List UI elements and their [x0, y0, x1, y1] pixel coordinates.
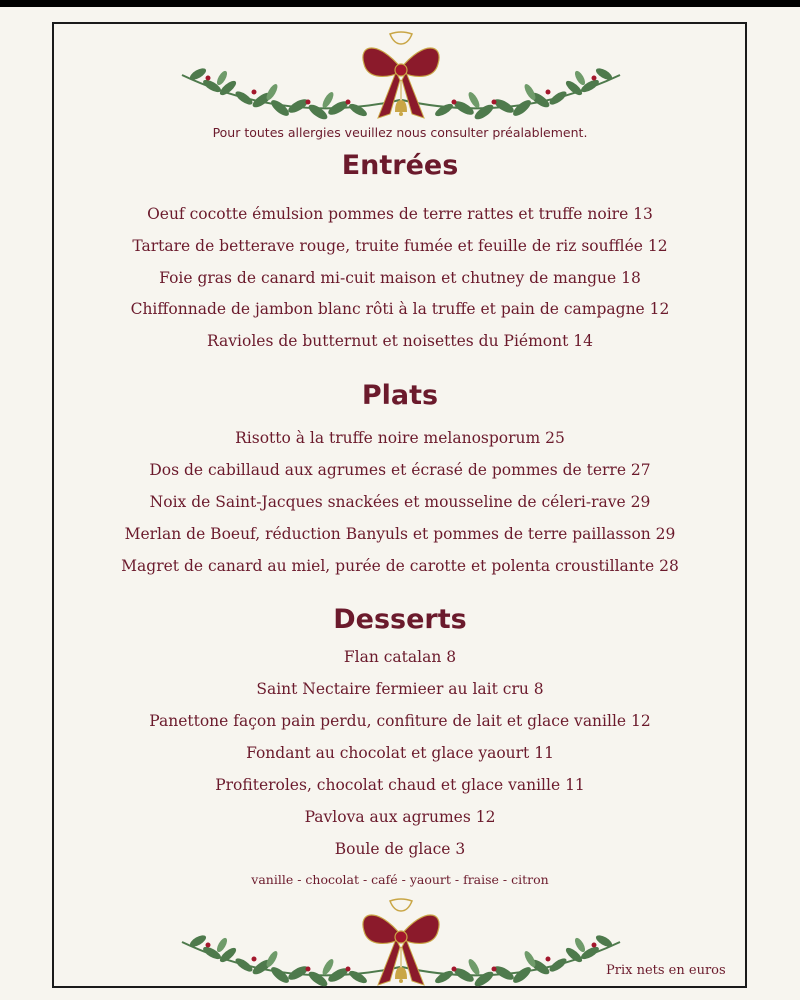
menu-item: Saint Nectaire fermieer au lait cru 8 — [256, 680, 544, 698]
menu-item: Noix de Saint-Jacques snackées et mousseline de céleri-rave 29 — [149, 493, 651, 511]
menu-item: Oeuf cocotte émulsion pommes de terre rattes et truffe noire 13 — [147, 205, 653, 223]
menu-item: Ravioles de butternut et noisettes du Piémont 14 — [207, 332, 593, 350]
section-title-entrees: Entrées — [341, 150, 459, 181]
menu-item: Merlan de Boeuf, réduction Banyuls et pommes de terre paillasson 29 — [124, 525, 676, 543]
christmas-bow-garland-icon — [178, 30, 624, 130]
menu-item: Panettone façon pain perdu, confiture de lait et glace vanille 12 — [149, 712, 651, 730]
menu-item: Chiffonnade de jambon blanc rôti à la truffe et pain de campagne 12 — [130, 300, 670, 318]
menu-item: Profiteroles, chocolat chaud et glace vanille 11 — [215, 776, 585, 794]
section-title-plats: Plats — [361, 380, 439, 411]
menu-item: Flan catalan 8 — [343, 648, 457, 666]
allergy-note: Pour toutes allergies veuillez nous consulter préalablement. — [212, 125, 588, 140]
price-note: Prix nets en euros — [606, 963, 726, 978]
menu-item: Pavlova aux agrumes 12 — [304, 808, 496, 826]
menu-item: Dos de cabillaud aux agrumes et écrasé de pommes de terre 27 — [149, 461, 651, 479]
menu-item: Fondant au chocolat et glace yaourt 11 — [246, 744, 554, 762]
menu-item: Risotto à la truffe noire melanosporum 25 — [235, 429, 565, 447]
ice-cream-flavors: vanille - chocolat - café - yaourt - fraise - citron — [251, 872, 549, 887]
menu-item: Boule de glace 3 — [334, 840, 466, 858]
christmas-bow-garland-icon — [178, 897, 624, 997]
menu-item: Tartare de betterave rouge, truite fumée et feuille de riz soufflée 12 — [132, 237, 668, 255]
top-border — [0, 0, 800, 7]
menu-item: Magret de canard au miel, purée de carotte et polenta croustillante 28 — [121, 557, 679, 575]
menu-item: Foie gras de canard mi-cuit maison et chutney de mangue 18 — [159, 269, 641, 287]
section-title-desserts: Desserts — [333, 604, 467, 635]
